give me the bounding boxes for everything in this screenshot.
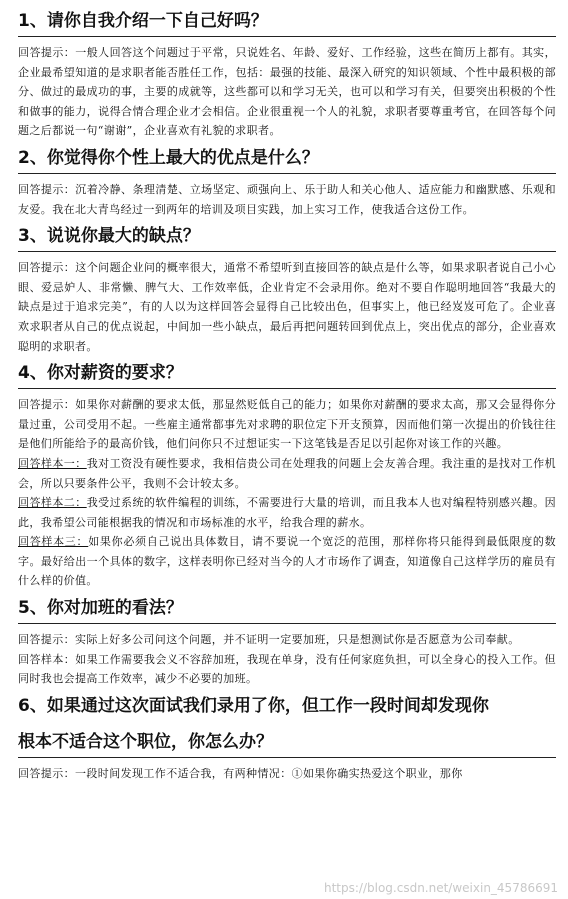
section-2-answer <box>18 180 556 219</box>
sample-text: 我对工资没有硬性要求，我相信贵公司在处理我的问题上会友善合理。我注重的是找对工作机会，所以只要条件公平，我则不会计较太多。 <box>18 456 556 490</box>
section-6-answer <box>18 764 556 784</box>
answer-hint-text: 一段时间发现工作不适合我，有两种情况：①如果你确实热爱这个职业，那你 <box>75 766 463 780</box>
sample-label: 回答样本三： <box>18 535 89 549</box>
section-6-heading-line-1: 6、如果通过这次面试我们录用了你，但工作一段时间却发现你 <box>18 695 489 716</box>
sample-label: 回答样本二： <box>18 496 87 510</box>
section-4-heading: 4、你对薪资的要求？ <box>18 362 556 389</box>
section-4-sample-2 <box>18 493 556 532</box>
sample-label: 回答样本： <box>18 652 76 666</box>
section-6-heading-line-2: 根本不适合这个职位，你怎么办？ <box>18 731 556 758</box>
sample-label: 回答样本一： <box>18 456 87 470</box>
sample-text: 我受过系统的软件编程的训练，不需要进行大量的培训，而且我本人也对编程特别感兴趣。因此，我希望公司能根据我的情况和市场标准的水平，给我合理的薪水。 <box>18 496 556 529</box>
section-1-heading: 1、请你自我介绍一下自己好吗？ <box>18 10 556 37</box>
section-4-sample-3 <box>18 532 556 591</box>
watermark-url: https://blog.csdn.net/weixin_45786691 <box>323 881 558 895</box>
section-4-answer <box>18 395 556 454</box>
section-5-heading: 5、你对加班的看法？ <box>18 597 556 624</box>
answer-hint-label: 回答提示： <box>18 398 76 412</box>
answer-hint-text: 如果你对薪酬的要求太低，那显然贬低自己的能力；如果你对薪酬的要求太高，那又会显得你分量过重，公司受用不起。一些雇主通常都事先对求聘的职位定下开支预算，因而他们第一次提出的价钱往往是他们所能给予的最高价钱，他们问你只不过想证实一下这笔钱是否足以引起你对该工作的兴趣。 <box>18 398 557 451</box>
answer-hint-label: 回答提示： <box>18 766 75 780</box>
sample-text: 如果你必须自己说出具体数目，请不要说一个宽泛的范围，那样你将只能得到最低限度的数字。最好给出一个具体的数字，这样表明你已经对当今的人才市场作了调查，知道像自己这样学历的雇员有什么样的价值。 <box>18 535 556 588</box>
answer-hint-text: 沉着冷静、条理清楚、立场坚定、顽强向上、乐于助人和关心他人、适应能力和幽默感、乐观和友爱。我在北大青鸟经过一到两年的培训及项目实践，加上实习工作，使我适合这份工作。 <box>18 182 557 216</box>
section-3-heading: 3、说说你最大的缺点？ <box>18 225 556 252</box>
section-5-answer <box>18 630 556 650</box>
section-4-sample-1 <box>18 454 556 493</box>
section-3-answer <box>18 258 556 356</box>
section-2-heading: 2、你觉得你个性上最大的优点是什么？ <box>18 147 556 174</box>
section-5-sample <box>18 650 556 689</box>
answer-hint-label: 回答提示： <box>18 261 76 275</box>
answer-hint-label: 回答提示： <box>18 46 76 59</box>
answer-hint-label: 回答提示： <box>18 633 75 647</box>
section-1-answer <box>18 43 556 141</box>
answer-hint-text: 这个问题企业问的概率很大，通常不希望听到直接回答的缺点是什么等，如果求职者说自己小心眼、爱忌妒人、非常懒、脾气大、工作效率低，企业肯定不会录用你。绝对不要自作聪明地回答“我最大的缺点是过于追求完美”，有的人以为这样回答会显得自己比较出色，但事实上，他已经岌岌可危了。企业喜欢求职者从自己的优点说起，中间加一些小缺点，最后再把问题转回到优点上，突出优点的部分，企业喜欢聪明的求职者。 <box>18 261 557 353</box>
answer-hint-text: 一般人回答这个问题过于平常，只说姓名、年龄、爱好、工作经验，这些在简历上都有。其实，企业最希望知道的是求职者能否胜任工作，包括：最强的技能、最深入研究的知识领域、个性中最积极的部分、做过的最成功的事，主要的成就等，这些都可以和学习无关，也可以和学习有关，但要突出积极的个性和做事的能力，说得合情合理企业才会相信。企业很重视一个人的礼貌，求职者要尊重考官，在回答每个问题之后都说一句“谢谢”，企业喜欢有礼貌的求职者。 <box>18 46 557 138</box>
answer-hint-label: 回答提示： <box>18 182 76 196</box>
answer-hint-text: 实际上好多公司问这个问题，并不证明一定要加班，只是想测试你是否愿意为公司奉献。 <box>75 633 520 647</box>
sample-text: 如果工作需要我会义不容辞加班，我现在单身，没有任何家庭负担，可以全身心的投入工作。但同时我也会提高工作效率，减少不必要的加班。 <box>18 652 557 686</box>
